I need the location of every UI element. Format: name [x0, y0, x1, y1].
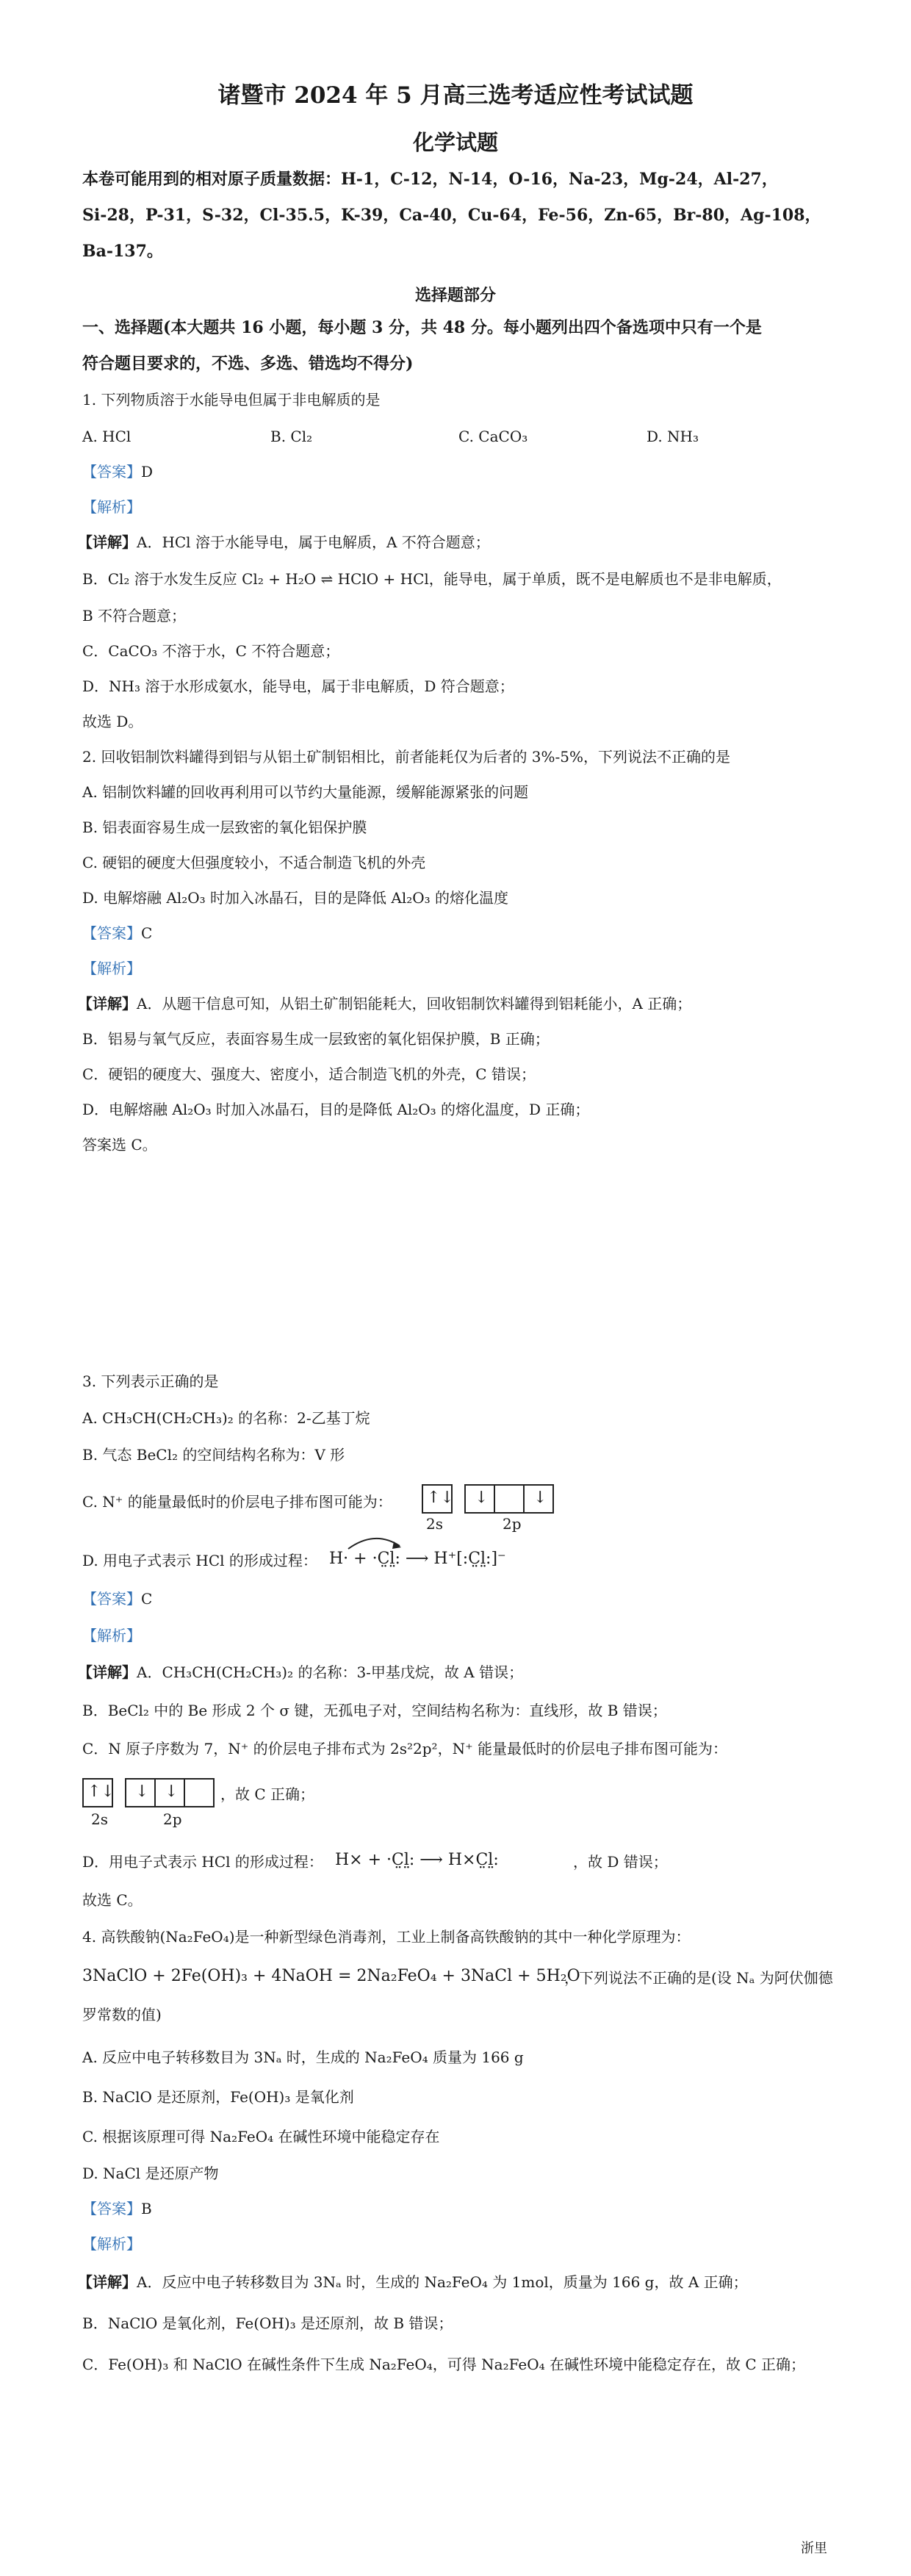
- electron-transfer-arrow-icon: [345, 1533, 404, 1552]
- atomic-masses-line-3: Ba-137。: [82, 242, 163, 261]
- q2-explanation-4: D．电解熔融 Al₂O₃ 时加入冰晶石，目的是降低 Al₂O₃ 的熔化温度，D 正确；: [82, 1101, 590, 1118]
- q1-explanation-2: B．Cl₂ 溶于水发生反应 Cl₂ + H₂O ⇌ HClO + HCl，能导电，属于单质，既不是电解质也不是非电解质，: [82, 570, 782, 588]
- q1-explanation-3: B 不符合题意；: [82, 607, 187, 625]
- answer-label: 【答案】: [82, 463, 141, 481]
- section-title: 选择题部分: [414, 286, 496, 305]
- q4-option-a: A. 反应中电子转移数目为 3Nₐ 时，生成的 Na₂FeO₄ 质量为 166 g: [82, 2048, 524, 2066]
- orbital-box: ↑↓: [82, 1778, 113, 1807]
- q1-option-b: B. Cl₂: [270, 428, 313, 445]
- q2-option-b: B. 铝表面容易生成一层致密的氧化铝保护膜: [82, 819, 367, 836]
- q3-explanation-label-2p: 2p: [163, 1810, 182, 1828]
- q3-explanation-3: C．N 原子序数为 7，N⁺ 的价层电子排布式为 2s²2p²，N⁺ 能量最低时的价层电子排布图可能为：: [82, 1740, 727, 1757]
- atomic-masses-line-2: Si-28，P-31，S-32，Cl-35.5，K-39，Ca-40，Cu-64，Fe-56，Zn-65，Br-80，Ag-108，: [82, 206, 821, 225]
- q4-equation: 3NaClO + 2Fe(OH)₃ + 4NaOH = 2Na₂FeO₄ + 3NaCl + 5H₂O: [82, 1967, 580, 1985]
- q4-explanation-2: B．NaClO 是氧化剂，Fe(OH)₃ 是还原剂，故 B 错误；: [82, 2314, 453, 2332]
- q3-option-d: D. 用电子式表示 HCl 的形成过程：: [82, 1552, 317, 1569]
- exam-title: 诸暨市 2024 年 5 月高三选考适应性考试试题: [217, 82, 694, 109]
- q3-orbital-2p: [464, 1484, 554, 1514]
- q2-answer: 【答案】C: [82, 924, 153, 942]
- q3-explanation-orbital-2s: [82, 1778, 113, 1807]
- q3-orbital-label-2s: 2s: [426, 1515, 443, 1533]
- atomic-masses-line-1: 本卷可能用到的相对原子质量数据：H-1，C-12，N-14，O-16，Na-23，Mg-24，Al-27，: [82, 170, 778, 189]
- detail-label: 【详解】: [78, 533, 137, 551]
- q1-explanation-4: C．CaCO₃ 不溶于水，C 不符合题意；: [82, 642, 340, 660]
- q3-explanation-5: D．用电子式表示 HCl 的形成过程：: [82, 1853, 323, 1871]
- q2-analysis-label: 【解析】: [82, 960, 141, 977]
- q1-option-a: A. HCl: [82, 428, 132, 445]
- q4-option-c: C. 根据该原理可得 Na₂FeO₄ 在碱性环境中能稳定存在: [82, 2128, 440, 2145]
- q4-option-b: B. NaClO 是还原剂，Fe(OH)₃ 是氧化剂: [82, 2088, 354, 2106]
- q2-option-c: C. 硬铝的硬度大但强度较小，不适合制造飞机的外壳: [82, 854, 426, 871]
- section-intro-2: 符合题目要求的，不选、多选、错选均不得分): [82, 354, 414, 373]
- q2-stem: 2. 回收铝制饮料罐得到铝与从铝土矿制铝相比，前者能耗仅为后者的 3%-5%，下列说法不正确的是: [82, 748, 731, 766]
- q4-explanation-3: C．Fe(OH)₃ 和 NaClO 在碱性条件下生成 Na₂FeO₄，可得 Na₂FeO₄ 在碱性环境中能稳定存在，故 C 正确；: [82, 2356, 806, 2373]
- q3-stem: 3. 下列表示正确的是: [82, 1372, 219, 1390]
- q1-explanation-6: 故选 D。: [82, 713, 143, 730]
- q3-orbital-2s: [422, 1484, 453, 1514]
- q4-analysis-label: 【解析】: [82, 2235, 141, 2253]
- orbital-box: [494, 1484, 525, 1514]
- q3-explanation-2: B．BeCl₂ 中的 Be 形成 2 个 σ 键，无孤电子对，空间结构名称为：直线形，故 B 错误；: [82, 1702, 667, 1719]
- q3-orbital-label-2p: 2p: [503, 1515, 522, 1533]
- q4-stem: 4. 高铁酸钠(Na₂FeO₄)是一种新型绿色消毒剂，工业上制备高铁酸钠的其中一种化学原理为：: [82, 1928, 691, 1946]
- q3-option-d-formula: H· + ·C̤l̤: ⟶ H⁺[:C̤l̤:]⁻: [329, 1550, 506, 1568]
- q2-explanation-5: 答案选 C。: [82, 1136, 157, 1154]
- q3-option-a: A. CH₃CH(CH₂CH₃)₂ 的名称：2-乙基丁烷: [82, 1409, 370, 1427]
- exam-subtitle: 化学试题: [412, 130, 498, 155]
- q2-option-a: A. 铝制饮料罐的回收再利用可以节约大量能源，缓解能源紧张的问题: [82, 783, 529, 801]
- q4-stem-2: 罗常数的值): [82, 2006, 162, 2023]
- q2-option-d: D. 电解熔融 Al₂O₃ 时加入冰晶石，目的是降低 Al₂O₃ 的熔化温度: [82, 889, 509, 907]
- q1-option-d: D. NH₃: [647, 428, 699, 445]
- q3-option-b: B. 气态 BeCl₂ 的空间结构名称为：V 形: [82, 1446, 345, 1464]
- q4-explanation-1: 【详解】A．反应中电子转移数目为 3Nₐ 时，生成的 Na₂FeO₄ 为 1mol，质量为 166 g，故 A 正确；: [78, 2273, 748, 2291]
- q4-equation-tail: ，下列说法不正确的是(设 Nₐ 为阿伏伽德: [564, 1969, 833, 1987]
- section-intro-1: 一、选择题(本大题共 16 小题，每小题 3 分，共 48 分。每小题列出四个备选项中只有一个是: [82, 318, 762, 337]
- q3-explanation-5-tail: ，故 D 错误；: [573, 1853, 668, 1871]
- q1-option-c: C. CaCO₃: [458, 428, 528, 445]
- orbital-box: [184, 1778, 215, 1807]
- q3-answer: 【答案】C: [82, 1590, 153, 1608]
- q1-explanation-5: D．NH₃ 溶于水形成氨水，能导电，属于非电解质，D 符合题意；: [82, 677, 514, 695]
- q2-explanation-3: C．硬铝的硬度大、强度大、密度小，适合制造飞机的外壳，C 错误；: [82, 1065, 536, 1083]
- q1-answer-value: D: [141, 463, 154, 481]
- q2-explanation-1: 【详解】A．从题干信息可知，从铝土矿制铝能耗大，回收铝制饮料罐得到铝耗能小，A 正确；: [78, 995, 692, 1012]
- q4-answer: 【答案】B: [82, 2200, 152, 2217]
- q3-explanation-5-formula: H× + ·C̤l̤: ⟶ H×C̤l̤:: [335, 1851, 499, 1869]
- q3-explanation-4-tail: ，故 C 正确；: [220, 1785, 315, 1803]
- q1-analysis-label: 【解析】: [82, 498, 141, 516]
- q4-option-d: D. NaCl 是还原产物: [82, 2165, 219, 2182]
- q1-stem: 1. 下列物质溶于水能导电但属于非电解质的是: [82, 391, 381, 409]
- page-footer: 浙里: [801, 2541, 827, 2556]
- q3-analysis-label: 【解析】: [82, 1627, 141, 1644]
- orbital-box: ↓: [154, 1778, 185, 1807]
- q3-explanation-6: 故选 C。: [82, 1891, 143, 1909]
- q3-explanation-orbital-2p: [125, 1778, 215, 1807]
- q3-explanation-1: 【详解】A．CH₃CH(CH₂CH₃)₂ 的名称：3-甲基戊烷，故 A 错误；: [78, 1663, 524, 1681]
- q2-explanation-2: B．铝易与氧气反应，表面容易生成一层致密的氧化铝保护膜，B 正确；: [82, 1030, 550, 1048]
- q3-option-c: C. N⁺ 的能量最低时的价层电子排布图可能为：: [82, 1493, 392, 1511]
- q1-explanation-1: 【详解】A．HCl 溶于水能导电，属于电解质，A 不符合题意；: [78, 533, 490, 551]
- orbital-box: ↓: [125, 1778, 156, 1807]
- q3-explanation-label-2s: 2s: [91, 1810, 108, 1828]
- orbital-box: ↓: [464, 1484, 495, 1514]
- orbital-box: ↑↓: [422, 1484, 453, 1514]
- orbital-box: ↓: [523, 1484, 554, 1514]
- q1-answer: [82, 461, 153, 482]
